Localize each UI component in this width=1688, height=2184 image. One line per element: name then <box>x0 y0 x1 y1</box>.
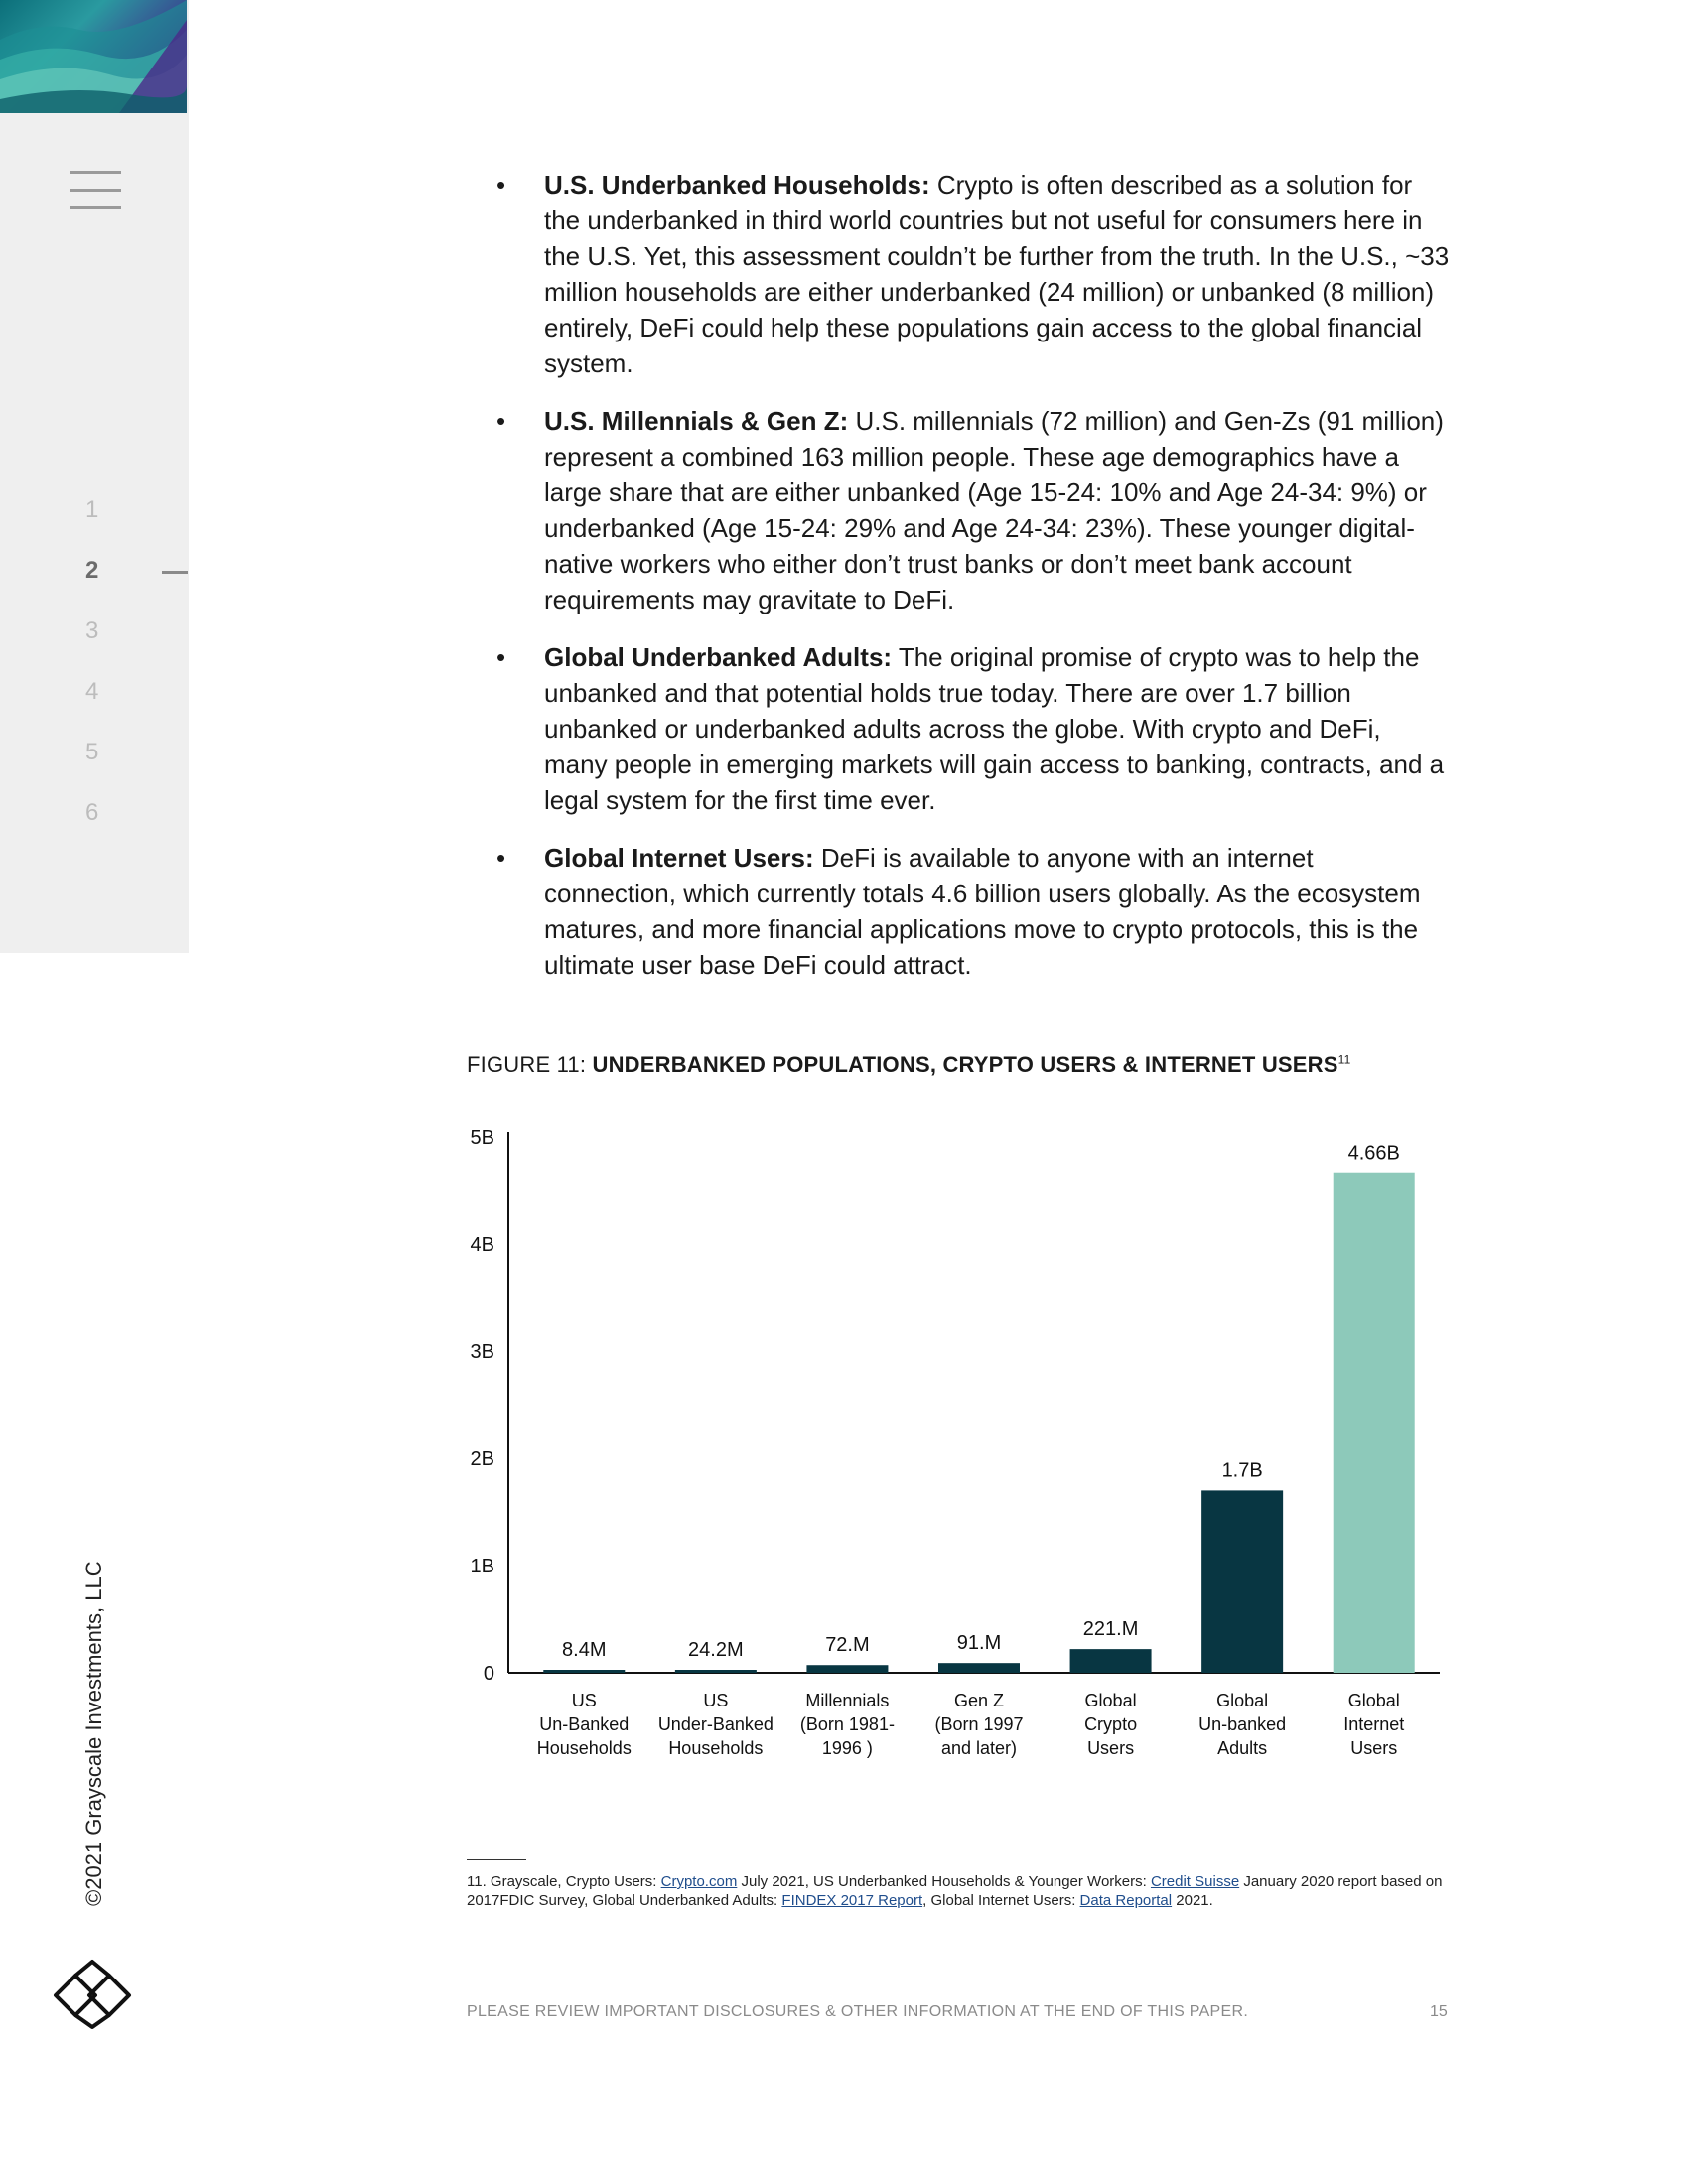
bullet-text: DeFi is available to anyone with an internet connection, which currently totals 4.6 billion users globally. As the ecosystem matures, and more financial applications move to crypto protocols, this is the ultimate user base DeFi could attract. <box>544 843 1421 980</box>
bullet-millennials-genz <box>496 403 1450 617</box>
x-category-label: Internet <box>1343 1714 1405 1734</box>
bar-value-label: 72.M <box>825 1634 870 1657</box>
x-category-label: Un-Banked <box>539 1714 630 1734</box>
figure-title <box>467 1052 1351 1078</box>
bullet-title: Global Underbanked Adults: <box>544 642 893 672</box>
chart-axes <box>471 1127 1440 1685</box>
figure-footnote-ref: 11 <box>1337 1052 1351 1067</box>
bar-value-label: 8.4M <box>562 1639 607 1661</box>
x-category-label: Global <box>1084 1691 1137 1710</box>
bar-value-label: 1.7B <box>1221 1459 1263 1482</box>
link-credit-suisse[interactable]: Credit Suisse <box>1150 1873 1240 1890</box>
y-tick-label: 3B <box>470 1341 494 1363</box>
bullet-title: U.S. Millennials & Gen Z: <box>544 406 849 436</box>
x-category-label: 1996 ) <box>821 1738 873 1758</box>
footnote-text-2: July 2021, US Underbanked Households & Younger Workers: <box>737 1873 1151 1890</box>
bullet-internet-users <box>496 840 1450 983</box>
bullet-dot-icon: • <box>496 642 506 672</box>
bar <box>1201 1490 1283 1673</box>
bullet-dot-icon: • <box>496 170 506 200</box>
y-tick-label: 2B <box>470 1448 494 1470</box>
sidebar <box>0 0 189 953</box>
bullet-list <box>496 167 1450 1005</box>
nav-section-5[interactable]: 5 <box>85 739 99 765</box>
figure-prefix: FIGURE 11: <box>467 1052 593 1077</box>
x-category-label: Un-banked <box>1198 1714 1287 1734</box>
figure-title-text: UNDERBANKED POPULATIONS, CRYPTO USERS & INTERNET USERS <box>592 1052 1338 1077</box>
disclosure-notice: PLEASE REVIEW IMPORTANT DISCLOSURES & OTHER INFORMATION AT THE END OF THIS PAPER. <box>467 2003 1249 2020</box>
x-category-label: Global <box>1216 1691 1269 1710</box>
bar <box>1070 1649 1152 1673</box>
bar-value-label: 91.M <box>956 1632 1002 1655</box>
y-tick-label: 5B <box>470 1127 494 1149</box>
x-category-label: Crypto <box>1084 1714 1138 1734</box>
nav-section-1[interactable]: 1 <box>85 496 99 523</box>
nav-section-4[interactable]: 4 <box>85 678 99 705</box>
y-tick-label: 0 <box>483 1663 494 1685</box>
x-category-label: US <box>571 1691 597 1710</box>
bullet-title: Global Internet Users: <box>544 843 814 873</box>
x-category-label: US <box>703 1691 729 1710</box>
x-category-label: Gen Z <box>953 1691 1005 1710</box>
x-category-label: Adults <box>1217 1738 1268 1758</box>
footnote-text-5: 2021. <box>1172 1892 1213 1909</box>
bullet-text: The original promise of crypto was to help the unbanked and that potential holds true today. There are over 1.7 billion unbanked or underbanked adults across the globe. With crypto and DeFi, many people in emerging markets will gain access to banking, contracts, and a legal system for the first time ever. <box>544 642 1445 815</box>
bar <box>675 1670 757 1673</box>
nav-section-6[interactable]: 6 <box>85 799 99 826</box>
x-category-label: Households <box>536 1738 632 1758</box>
link-crypto-com[interactable]: Crypto.com <box>660 1873 738 1890</box>
bar-value-label: 221.M <box>1082 1618 1139 1641</box>
footnote-divider <box>467 1859 526 1860</box>
bullet-text: U.S. millennials (72 million) and Gen-Zs (91 million) represent a combined 163 million people. These age demographics have a large share that are either unbanked (Age 15-24: 10% and Age 24-34: 9%) or underbanked (Age 15-24: 29% and Age 24-34: 23%). These younger digital-native workers who either don’t trust banks or don’t meet bank account requirements may gravitate to DeFi. <box>544 406 1444 614</box>
footnote <box>467 1872 1460 1910</box>
bar-value-label: 4.66B <box>1347 1142 1400 1164</box>
grayscale-logo-icon <box>52 1956 133 2031</box>
x-category-label: Millennials <box>805 1691 890 1710</box>
bullet-underbanked-households <box>496 167 1450 381</box>
footnote-text-1: 11. Grayscale, Crypto Users: <box>467 1873 661 1890</box>
link-data-reportal[interactable]: Data Reportal <box>1079 1892 1173 1909</box>
hamburger-menu-icon[interactable] <box>70 171 121 210</box>
bullet-dot-icon: • <box>496 843 506 873</box>
y-tick-label: 4B <box>470 1234 494 1256</box>
bar <box>938 1663 1020 1673</box>
x-category-label: (Born 1981- <box>799 1714 895 1734</box>
bullet-title: U.S. Underbanked Households: <box>544 170 930 200</box>
chart-bars <box>537 1143 1415 1758</box>
x-category-label: (Born 1997 <box>934 1714 1024 1734</box>
page-number: 15 <box>1430 2003 1448 2020</box>
bar <box>806 1665 888 1673</box>
bullet-global-underbanked <box>496 639 1450 818</box>
x-category-label: Users <box>1350 1738 1398 1758</box>
bar <box>1334 1173 1415 1673</box>
x-category-label: Users <box>1087 1738 1135 1758</box>
copyright-text: ©2021 Grayscale Investments, LLC <box>81 1561 106 1906</box>
header-banner-image <box>0 0 187 113</box>
x-category-label: Households <box>668 1738 764 1758</box>
link-findex-report[interactable]: FINDEX 2017 Report <box>781 1892 923 1909</box>
footnote-text-3: January 2020 report based on 2017FDIC Survey, Global Underbanked Adults: <box>467 1873 1443 1909</box>
bullet-text: Crypto is often described as a solution for the underbanked in third world countries but not useful for consumers here in the U.S. Yet, this assessment couldn’t be further from the truth. In the U.S., ~33 million households are either underbanked (24 million) or unbanked (8 million) entirely, DeFi could help these populations gain access to the global financial system. <box>544 170 1450 378</box>
bar <box>543 1670 625 1673</box>
x-category-label: Under-Banked <box>657 1714 774 1734</box>
footnote-text-4: , Global Internet Users: <box>922 1892 1080 1909</box>
active-section-indicator <box>162 571 188 574</box>
bar-chart <box>437 1112 1470 1797</box>
y-tick-label: 1B <box>470 1556 494 1577</box>
x-category-label: and later) <box>940 1738 1018 1758</box>
nav-section-2[interactable]: 2 <box>85 557 99 584</box>
bullet-dot-icon: • <box>496 406 506 436</box>
nav-section-3[interactable]: 3 <box>85 617 99 644</box>
x-category-label: Global <box>1347 1691 1400 1710</box>
bar-value-label: 24.2M <box>688 1639 744 1661</box>
